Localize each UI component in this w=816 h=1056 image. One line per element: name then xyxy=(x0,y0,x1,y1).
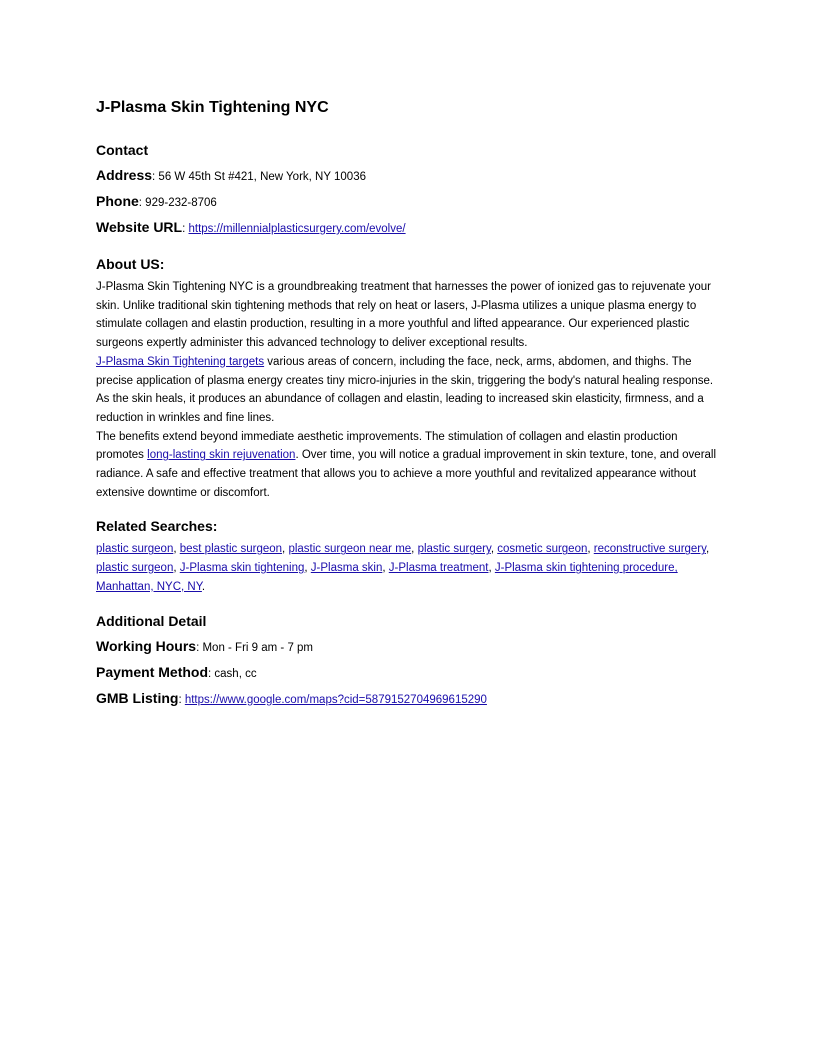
additional-heading: Additional Detail xyxy=(96,612,207,629)
related-links-list: plastic surgeon, best plastic surgeon, plastic surgeon near me, plastic surgery, cosmetic surgeon, reconstructive surgery, plastic surgeon, J-Plasma skin tightening, J-Plasma skin, J-Plasma treatment, J-Plasma skin tightening procedure, Manhattan, NYC, NY. xyxy=(96,543,710,593)
payment-field: Payment Method: cash, cc xyxy=(96,663,257,680)
related-link[interactable]: J-Plasma skin tightening procedure, Manhattan, NYC, NY xyxy=(96,562,678,593)
document-content xyxy=(96,96,724,725)
related-link[interactable]: J-Plasma treatment xyxy=(388,562,489,575)
targets-link[interactable]: J-Plasma Skin Tightening targets xyxy=(96,355,265,368)
phone-label: Phone xyxy=(96,193,139,209)
about-paragraph-3-post: . Over time, you will notice a gradual improvement in skin texture, tone, and overall radiance. A safe and effective treatment that allows you to achieve a more youthful and revitalized appearance without extensive downtime or discomfort. xyxy=(96,449,717,499)
page-title: J-Plasma Skin Tightening NYC xyxy=(96,99,329,116)
related-link[interactable]: J-Plasma skin tightening xyxy=(179,562,305,575)
related-link[interactable]: plastic surgeon near me xyxy=(288,543,412,556)
about-paragraph-2 xyxy=(96,353,724,428)
related-heading: Related Searches: xyxy=(96,518,218,535)
about-paragraph-2-text: various areas of concern, including the face, neck, arms, abdomen, and thighs. The precise application of plasma energy creates tiny micro-injuries in the skin, triggering the body's natural healing response. As the skin heals, it produces an abundance of collagen and elastin, leading to increased skin elasticity, firmness, and a reduction in wrinkles and fine lines. xyxy=(96,355,714,424)
phone-value: 929-232-8706 xyxy=(145,197,217,209)
about-heading: About US: xyxy=(96,256,165,272)
website-field: Website URL: https://millennialplasticsurgery.com/evolve/ xyxy=(96,219,406,235)
about-paragraph-1: J-Plasma Skin Tightening NYC is a groundbreaking treatment that harnesses the power of ionized gas to rejuvenate your skin. Unlike traditional skin tightening methods that rely on heat or lasers, J-Plasma utilizes a unique plasma energy to stimulate collagen and elastin production, resulting in a more youthful and lifted appearance. Our experienced plastic surgeons expertly administer this advanced technology to deliver exceptional results. xyxy=(96,281,711,350)
hours-value: Mon - Fri 9 am - 7 pm xyxy=(202,641,314,654)
related-link[interactable]: plastic surgeon xyxy=(96,562,174,575)
additional-section xyxy=(96,611,724,711)
related-link[interactable]: cosmetic surgeon xyxy=(497,543,588,556)
hours-field: Working Hours: Mon - Fri 9 am - 7 pm xyxy=(96,637,314,654)
website-label: Website URL xyxy=(96,219,183,235)
hours-label: Working Hours xyxy=(96,637,197,654)
payment-label: Payment Method xyxy=(96,663,209,680)
about-paragraph-3-pre: The benefits extend beyond immediate aesthetic improvements. The stimulation of collagen and elastin production promotes xyxy=(96,430,678,462)
related-link[interactable]: best plastic surgeon xyxy=(179,543,283,556)
about-paragraph-3 xyxy=(96,428,724,503)
related-link[interactable]: plastic surgery xyxy=(417,543,491,556)
contact-heading: Contact xyxy=(96,142,149,158)
related-link[interactable]: J-Plasma skin xyxy=(310,562,383,575)
rejuvenation-link[interactable]: long-lasting skin rejuvenation xyxy=(147,449,296,462)
gmb-field: GMB Listing: https://www.google.com/maps?cid=5879152704969615290 xyxy=(96,689,487,706)
gmb-label: GMB Listing xyxy=(96,689,179,706)
address-field: Address: 56 W 45th St #421, New York, NY 10036 xyxy=(96,167,366,183)
contact-section xyxy=(96,140,724,240)
about-section xyxy=(96,254,724,502)
website-link[interactable]: https://millennialplasticsurgery.com/evolve/ xyxy=(188,223,406,235)
address-value: 56 W 45th St #421, New York, NY 10036 xyxy=(158,171,366,183)
address-label: Address xyxy=(96,167,153,183)
payment-value: cash, cc xyxy=(214,667,257,680)
related-section xyxy=(96,516,724,596)
related-link[interactable]: plastic surgeon xyxy=(96,543,174,556)
related-link[interactable]: reconstructive surgery xyxy=(593,543,707,556)
phone-field: Phone: 929-232-8706 xyxy=(96,193,217,209)
gmb-link[interactable]: https://www.google.com/maps?cid=5879152704969615290 xyxy=(184,693,487,706)
